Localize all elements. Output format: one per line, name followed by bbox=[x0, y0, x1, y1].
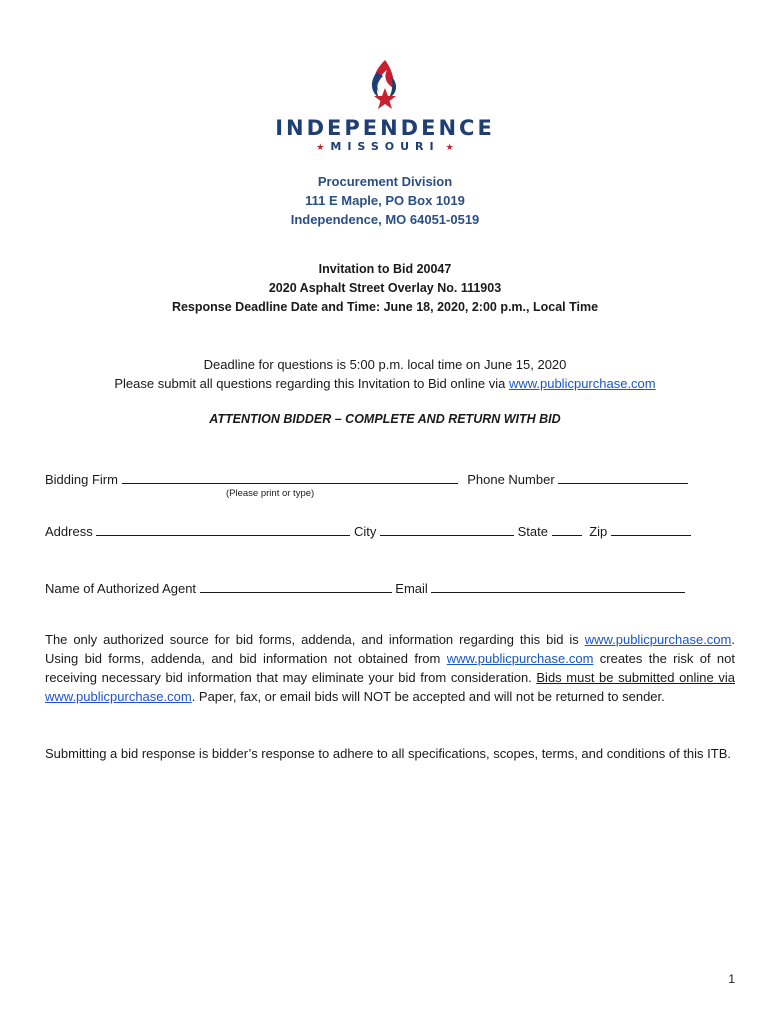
paragraph-text: The only authorized source for bid forms, addenda, and information regarding this bid is bbox=[45, 632, 585, 647]
publicpurchase-link[interactable]: www.publicpurchase.com bbox=[508, 376, 656, 391]
itb-project: 2020 Asphalt Street Overlay No. 111903 bbox=[268, 281, 502, 295]
adherence-paragraph: Submitting a bid response is bidder’s response to adhere to all specifications, scopes, terms, and conditions of this ITB. bbox=[45, 746, 731, 761]
publicpurchase-link[interactable]: www.publicpurchase.com bbox=[45, 689, 192, 704]
print-hint: (Please print or type) bbox=[226, 488, 315, 499]
bid-source-paragraph bbox=[45, 630, 735, 706]
state-field[interactable] bbox=[552, 522, 582, 536]
publicpurchase-link[interactable]: www.publicpurchase.com bbox=[446, 651, 594, 666]
bidding-firm-field[interactable] bbox=[122, 470, 458, 484]
itb-title: Invitation to Bid 20047 bbox=[318, 262, 452, 276]
itb-header bbox=[0, 260, 770, 317]
city-label: City bbox=[353, 524, 377, 539]
questions-text: Please submit all questions regarding this Invitation to Bid online via bbox=[114, 376, 509, 391]
authorized-agent-label: Name of Authorized Agent bbox=[45, 581, 197, 596]
page-number: 1 bbox=[728, 972, 735, 986]
submit-online-notice: Bids must be submitted online via bbox=[536, 670, 735, 685]
form-row-firm bbox=[45, 470, 688, 487]
flame-star-icon bbox=[365, 58, 405, 114]
attention-heading: ATTENTION BIDDER – COMPLETE AND RETURN WITH BID bbox=[209, 412, 561, 426]
form-row-address bbox=[45, 522, 691, 539]
star-icon: ★ bbox=[316, 143, 325, 153]
bidding-firm-label: Bidding Firm bbox=[45, 472, 118, 487]
authorized-agent-field[interactable] bbox=[200, 579, 392, 593]
paragraph-text: . Using bid forms, addenda, and bid information not obtained from bbox=[45, 632, 735, 666]
zip-label: Zip bbox=[589, 524, 608, 539]
street-address: 111 E Maple, PO Box 1019 bbox=[305, 193, 465, 208]
questions-instructions bbox=[0, 374, 770, 393]
phone-number-label: Phone Number bbox=[467, 472, 555, 487]
star-icon: ★ bbox=[445, 143, 454, 153]
paragraph-text: . Paper, fax, or email bids will NOT be accepted and will not be returned to sender. bbox=[191, 689, 665, 704]
questions-block bbox=[0, 355, 770, 393]
questions-deadline: Deadline for questions is 5:00 p.m. local time on June 15, 2020 bbox=[203, 357, 567, 372]
paragraph-text: creates the risk of not receiving necessary bid information that may eliminate your bid from consideration. bbox=[45, 651, 735, 685]
phone-number-field[interactable] bbox=[558, 470, 688, 484]
email-label: Email bbox=[395, 581, 428, 596]
logo-wordmark: INDEPENDENCE bbox=[275, 116, 495, 140]
state-label: State bbox=[517, 524, 548, 539]
address-block bbox=[0, 172, 770, 229]
city-address: Independence, MO 64051-0519 bbox=[290, 212, 480, 227]
city-logo bbox=[0, 58, 770, 153]
form-row-agent bbox=[45, 579, 685, 596]
address-label: Address bbox=[45, 524, 93, 539]
address-field[interactable] bbox=[96, 522, 350, 536]
city-field[interactable] bbox=[380, 522, 514, 536]
email-field[interactable] bbox=[431, 579, 685, 593]
logo-subtitle bbox=[0, 140, 770, 153]
division-name: Procurement Division bbox=[317, 174, 453, 189]
zip-field[interactable] bbox=[611, 522, 691, 536]
logo-subtitle-text: MISSOURI bbox=[330, 140, 440, 153]
itb-deadline: Response Deadline Date and Time: June 18, 2020, 2:00 p.m., Local Time bbox=[171, 300, 599, 314]
publicpurchase-link[interactable]: www.publicpurchase.com bbox=[584, 632, 732, 647]
